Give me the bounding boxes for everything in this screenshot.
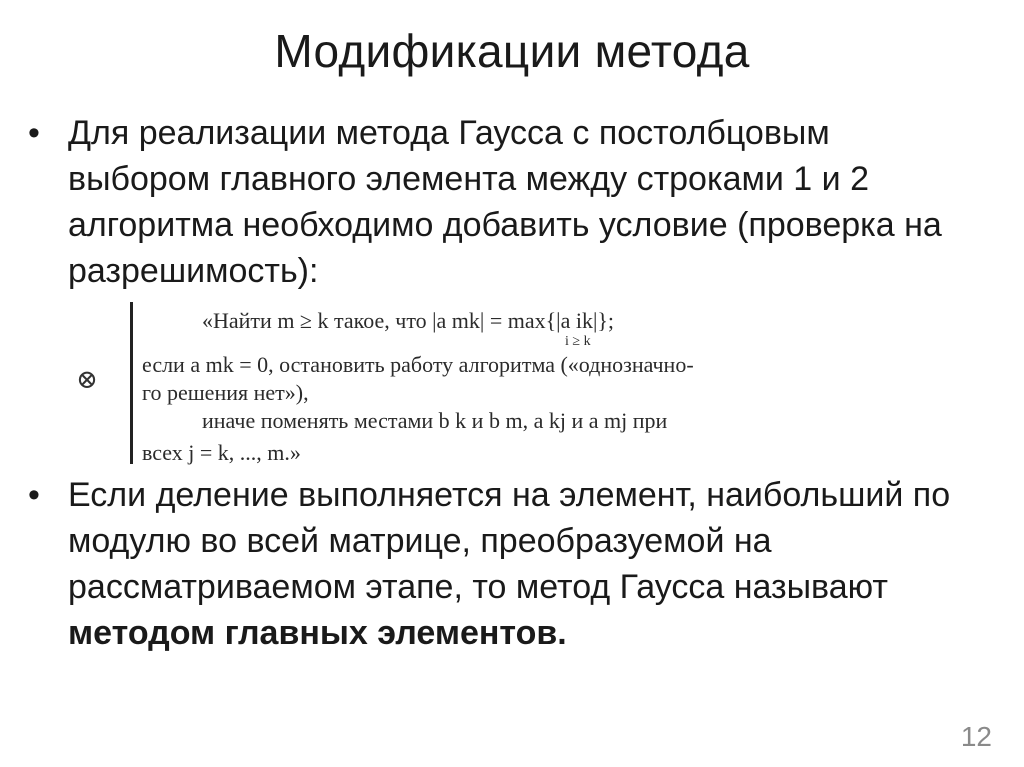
bullet-dot-icon: • [28,476,40,514]
formula-line-1-subscript: i ≥ k [565,334,591,349]
formula-line-4: иначе поменять местами b k и b m, a kj и a mj при [202,408,668,433]
formula-line-3: го решения нет»), [142,380,309,405]
bullet-text-1: Для реализации метода Гаусса с постолбцовым выбором главного элемента между строками 1 и 2 алгоритма необходимо добавить условие (проверка на разрешимость): [68,114,942,290]
bullet-item-1 [28,110,968,294]
formula-line-2: если a mk = 0, остановить работу алгоритма («однозначно- [142,352,694,377]
formula-line-1: «Найти m ≥ k такое, что |a mk| = max{|a ik|}; [202,308,615,333]
bullet-text-2 [68,472,968,656]
page-number: 12 [960,721,992,752]
slide-title: Модификации метода [274,25,750,77]
bullet-text-2-bold: методом главных элементов. [68,614,567,652]
bullet-item-2 [28,472,968,656]
otimes-icon: ⊗ [76,365,98,394]
formula-line-5: всех j = k, ..., m.» [142,440,301,465]
formula-bracket [130,302,133,464]
formula-block [70,300,840,470]
bullet-dot-icon: • [28,114,40,152]
bullet-text-2-normal: Если деление выполняется на элемент, наибольший по модулю во всей матрице, преобразуемой на рассматриваемом этапе, то метод Гаусса называют [68,476,951,606]
